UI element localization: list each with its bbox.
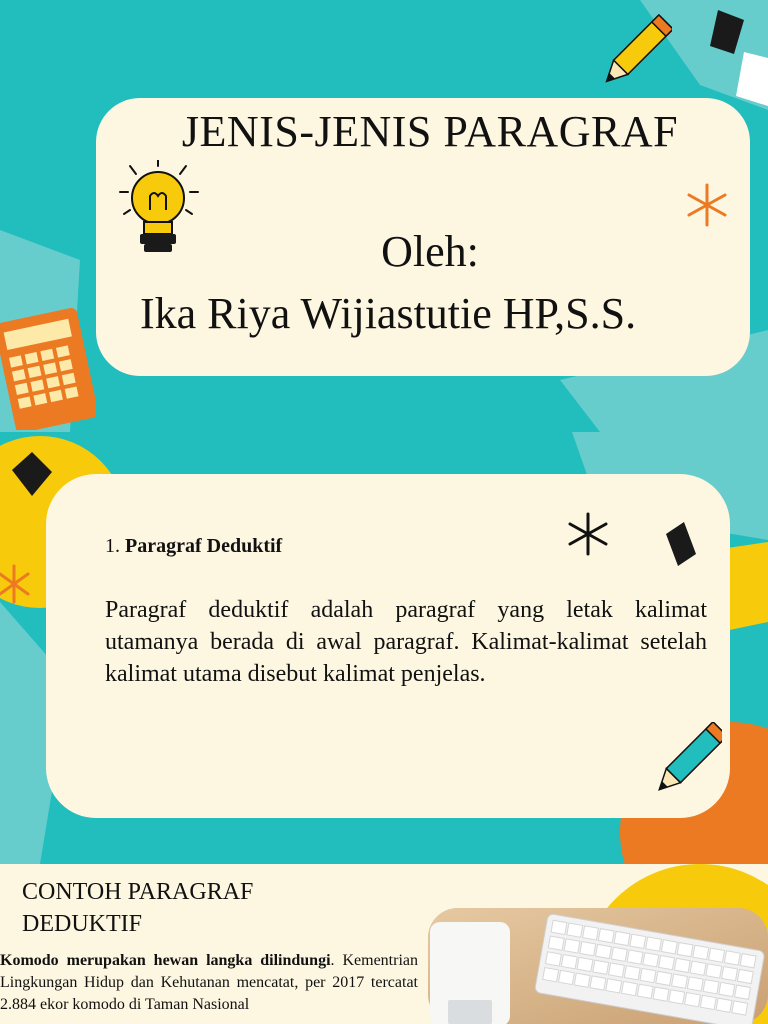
slide-contoh-deduktif bbox=[0, 864, 768, 1024]
slide-title-text: JENIS-JENIS PARAGRAF bbox=[181, 107, 679, 156]
asterisk-icon bbox=[566, 512, 610, 556]
contoh-title-line2: DEDUKTIF bbox=[22, 911, 142, 937]
contoh-paragraph bbox=[0, 950, 418, 1016]
oleh-label: Oleh: bbox=[381, 227, 479, 276]
contoh-topic-sentence: Komodo merupakan hewan langka dilindungi bbox=[0, 952, 331, 969]
desk-keyboard-photo bbox=[428, 908, 768, 1024]
author-name: Ika Riya Wijiastutie HP,S.S. bbox=[140, 289, 637, 338]
contoh-supporting-text: . Kementrian Lingkungan Hidup dan Kehutanan mencatat, per 2017 tercatat 2.884 ekor komodo di Taman Nasional bbox=[0, 952, 418, 1013]
asterisk-icon bbox=[684, 182, 730, 228]
pencil-icon bbox=[592, 14, 672, 98]
diamond-shape-icon bbox=[706, 8, 746, 56]
section-heading bbox=[105, 535, 282, 558]
pencil-icon bbox=[646, 722, 722, 808]
slide-deduktif-definition bbox=[0, 432, 768, 864]
asterisk-icon bbox=[0, 564, 30, 604]
contoh-title bbox=[22, 876, 253, 940]
slide-title bbox=[0, 0, 768, 432]
paper-shape-icon bbox=[736, 52, 768, 108]
section-heading-text: Paragraf Deduktif bbox=[125, 535, 283, 557]
definition-paragraph: Paragraf deduktif adalah paragraf yang letak kalimat utamanya berada di awal paragraf. Kalimat-kalimat setelah kalimat utama disebut kalimat penjelas. bbox=[105, 597, 707, 687]
contoh-title-line1: CONTOH PARAGRAF bbox=[22, 879, 254, 905]
calculator-icon bbox=[0, 306, 96, 430]
section-number: 1. bbox=[105, 535, 120, 557]
diamond-shape-icon bbox=[10, 450, 54, 498]
diamond-shape-icon bbox=[662, 520, 698, 568]
